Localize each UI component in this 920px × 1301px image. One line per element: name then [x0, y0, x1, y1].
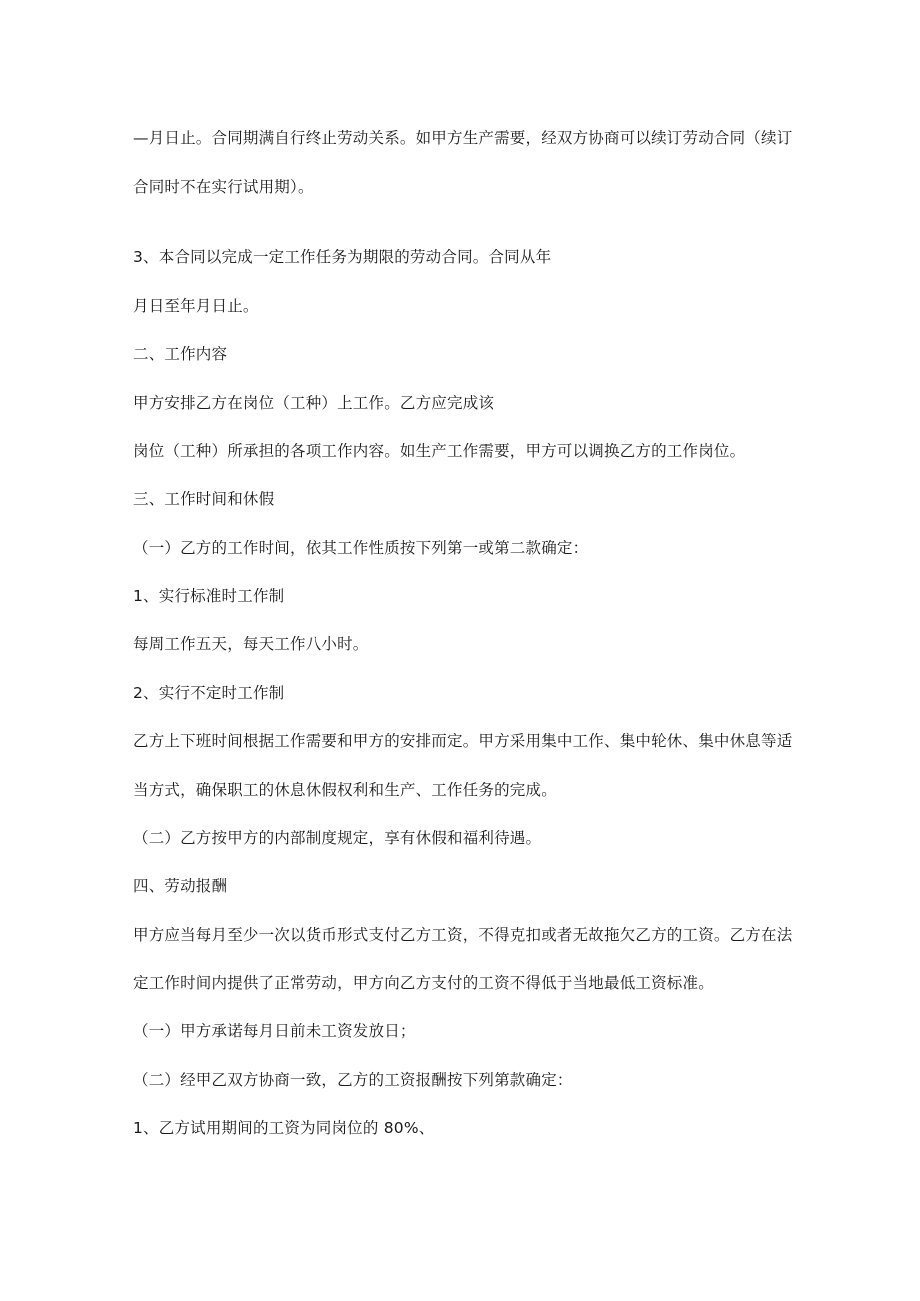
section-heading: 二、工作内容 — [133, 345, 228, 363]
paragraph-line: 当方式，确保职工的休息休假权利和生产、工作任务的完成。 — [133, 781, 557, 799]
paragraph-line: —月日止。合同期满自行终止劳动关系。如甲方生产需要，经双方协商可以续订劳动合同（续订 — [133, 129, 793, 147]
paragraph-line: （二）乙方按甲方的内部制度规定，享有休假和福利待遇。 — [133, 829, 542, 847]
paragraph-line: 2、实行不定时工作制 — [133, 684, 285, 702]
section-heading: 四、劳动报酬 — [133, 877, 228, 895]
paragraph-line: 岗位（工种）所承担的各项工作内容。如生产工作需要，甲方可以调换乙方的工作岗位。 — [133, 442, 746, 460]
paragraph-line: 乙方上下班时间根据工作需要和甲方的安排而定。甲方采用集中工作、集中轮休、集中休息等适 — [133, 732, 793, 750]
paragraph-line: 1、乙方试用期间的工资为同岗位的 80%、 — [133, 1119, 435, 1137]
paragraph-line: 合同时不在实行试用期）。 — [133, 178, 314, 196]
paragraph-line: （二）经甲乙双方协商一致，乙方的工资报酬按下列第款确定： — [133, 1071, 573, 1089]
paragraph-line: （一）甲方承诺每月日前未工资发放日； — [133, 1022, 416, 1040]
paragraph-line: 每周工作五天，每天工作八小时。 — [133, 635, 369, 653]
section-heading: 三、工作时间和休假 — [133, 490, 275, 508]
paragraph-line: 甲方安排乙方在岗位（工种）上工作。乙方应完成该 — [133, 394, 495, 412]
paragraph-line: 3、本合同以完成一定工作任务为期限的劳动合同。合同从年 — [133, 248, 552, 266]
paragraph-line: 月日至年月日止。 — [133, 297, 259, 315]
paragraph-line: （一）乙方的工作时间，依其工作性质按下列第一或第二款确定： — [133, 539, 589, 557]
paragraph-line: 定工作时间内提供了正常劳动，甲方向乙方支付的工资不得低于当地最低工资标准。 — [133, 974, 714, 992]
paragraph-line: 1、实行标准时工作制 — [133, 587, 285, 605]
paragraph-line: 甲方应当每月至少一次以货币形式支付乙方工资，不得克扣或者无故拖欠乙方的工资。乙方在法 — [133, 926, 793, 944]
